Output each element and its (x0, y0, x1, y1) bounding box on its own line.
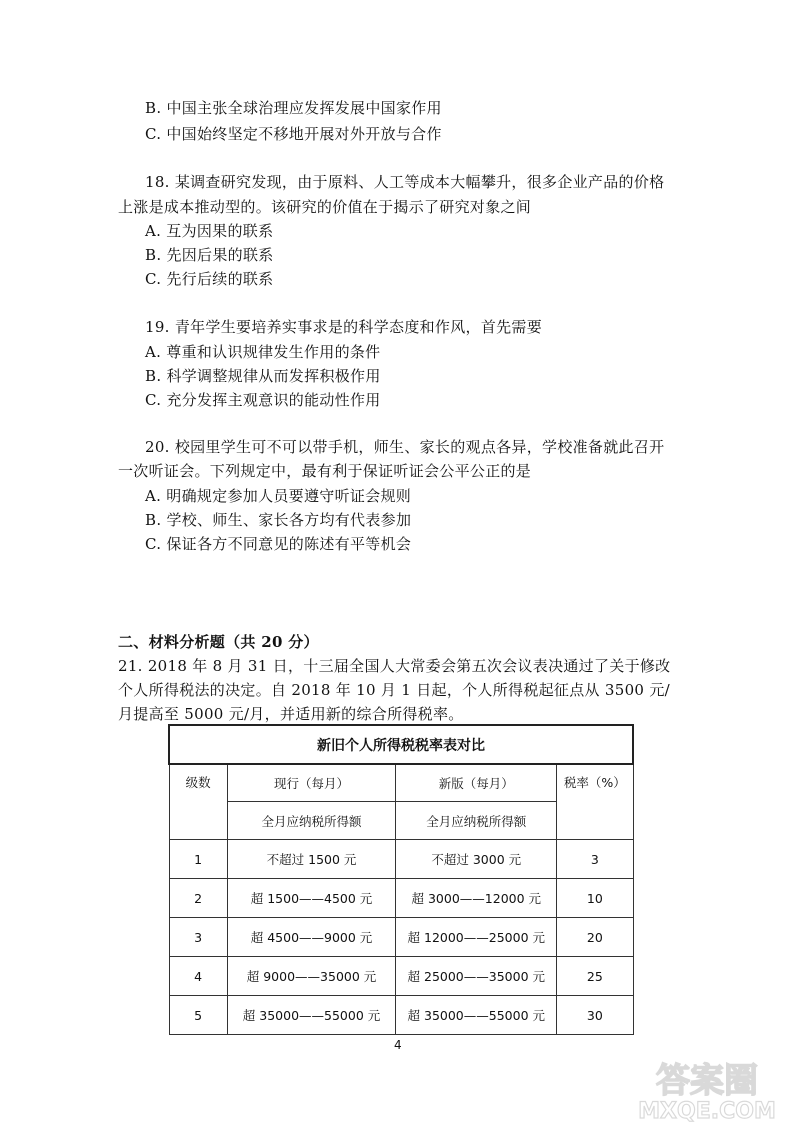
cell-rate: 20 (557, 918, 633, 957)
q20-option-a: A. 明确规定参加人员要遵守听证会规则 (145, 487, 412, 505)
cell-current: 超 1500——4500 元 (227, 879, 396, 918)
cell-rate: 10 (557, 879, 633, 918)
q21-line1: 21. 2018 年 8 月 31 日，十三届全国人大常委会第五次会议表决通过了关于修改 (118, 657, 671, 675)
watermark-text-top: 答案圈 (656, 1061, 758, 1101)
table-row (169, 840, 633, 879)
table-row (169, 918, 633, 957)
cell-new: 超 3000——12000 元 (396, 879, 557, 918)
q21-line2: 个人所得税法的决定。自 2018 年 10 月 1 日起，个人所得税起征点从 3500 元/ (118, 681, 670, 699)
cell-rate: 25 (557, 957, 633, 996)
cell-rate: 3 (557, 840, 633, 879)
header-new: 新版（每月） (396, 764, 557, 802)
q18-stem-line2: 上涨是成本推动型的。该研究的价值在于揭示了研究对象之间 (118, 198, 532, 216)
cell-level: 5 (169, 996, 227, 1035)
cell-level: 3 (169, 918, 227, 957)
q18-option-b: B. 先因后果的联系 (145, 246, 274, 264)
q19-option-b: B. 科学调整规律从而发挥积极作用 (145, 367, 381, 385)
q17-option-b: B. 中国主张全球治理应发挥发展中国家作用 (145, 99, 442, 117)
q17-option-c: C. 中国始终坚定不移地开展对外开放与合作 (145, 125, 442, 143)
q20-option-c: C. 保证各方不同意见的陈述有平等机会 (145, 535, 412, 553)
cell-new: 超 12000——25000 元 (396, 918, 557, 957)
q20-option-b: B. 学校、师生、家长各方均有代表参加 (145, 511, 412, 529)
cell-level: 1 (169, 840, 227, 879)
header-level: 级数 (169, 764, 227, 840)
watermark-text-bottom: MXQE.COM (638, 1099, 776, 1124)
table-row (169, 879, 633, 918)
q21-line3: 月提高至 5000 元/月，并适用新的综合所得税率。 (118, 705, 464, 723)
cell-level: 4 (169, 957, 227, 996)
q18-stem-line1: 18. 某调查研究发现，由于原料、人工等成本大幅攀升，很多企业产品的价格 (145, 173, 665, 191)
q19-option-c: C. 充分发挥主观意识的能动性作用 (145, 391, 381, 409)
q18-option-a: A. 互为因果的联系 (145, 222, 274, 240)
cell-new: 不超过 3000 元 (396, 840, 557, 879)
table-row (169, 996, 633, 1035)
q19-option-a: A. 尊重和认识规律发生作用的条件 (145, 343, 381, 361)
cell-current: 超 4500——9000 元 (227, 918, 396, 957)
header-current: 现行（每月） (227, 764, 396, 802)
page-number: 4 (394, 1038, 402, 1052)
q19-stem: 19. 青年学生要培养实事求是的科学态度和作风，首先需要 (145, 318, 543, 336)
table-row (169, 957, 633, 996)
q18-option-c: C. 先行后续的联系 (145, 270, 274, 288)
cell-current: 超 9000——35000 元 (227, 957, 396, 996)
section-heading: 二、材料分析题（共 20 分） (118, 633, 319, 651)
cell-current: 不超过 1500 元 (227, 840, 396, 879)
table-title: 新旧个人所得税税率表对比 (169, 725, 633, 764)
cell-rate: 30 (557, 996, 633, 1035)
cell-new: 超 25000——35000 元 (396, 957, 557, 996)
cell-level: 2 (169, 879, 227, 918)
q20-stem-line1: 20. 校园里学生可不可以带手机，师生、家长的观点各异，学校准备就此召开 (145, 438, 665, 456)
cell-current: 超 35000——55000 元 (227, 996, 396, 1035)
q20-stem-line2: 一次听证会。下列规定中，最有利于保证听证会公平公正的是 (118, 462, 532, 480)
cell-new: 超 35000——55000 元 (396, 996, 557, 1035)
subheader-current: 全月应纳税所得额 (227, 802, 396, 840)
header-rate: 税率（%） (557, 764, 633, 840)
subheader-new: 全月应纳税所得额 (396, 802, 557, 840)
tax-rate-table (168, 724, 634, 1035)
watermark-logo (622, 1054, 792, 1124)
